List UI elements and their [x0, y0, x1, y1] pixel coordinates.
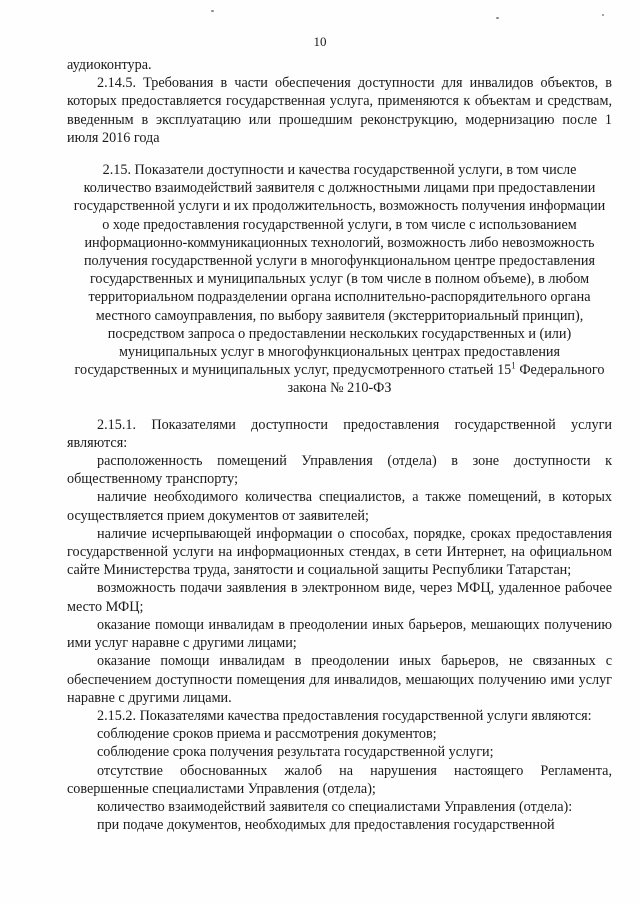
paragraph: возможность подачи заявления в электронном виде, через МФЦ, удаленное рабочее место МФЦ; [67, 580, 612, 615]
section-heading-tail: Федерального закона № 210-ФЗ [287, 362, 605, 397]
paragraph: 2.14.5. Требования в части обеспечения доступности для инвалидов объектов, в которых предоставляется государственная услуга, применяются к объектам и средствам, введенным в эксплуатацию или прошедшим реконструкцию, модернизацию после 1 июля 2016 года [67, 75, 612, 146]
paragraph: наличие необходимого количества специалистов, а также помещений, в которых осуществляется прием документов от заявителей; [67, 489, 612, 524]
scan-speck [496, 17, 499, 19]
section-heading [67, 161, 612, 398]
paragraph: соблюдение срока получения результата государственной услуги; [97, 744, 494, 761]
paragraph: наличие исчерпывающей информации о способах, порядке, сроках предоставления государственной услуги на информационных стендах, в сети Интернет, на официальном сайте Министерства труда, занятости и социальной защиты Республики Татарстан; [67, 525, 612, 579]
paragraph: 2.15.2. Показателями качества предоставления государственной услуги являются: [97, 707, 592, 724]
paragraph: при подаче документов, необходимых для предоставления государственной [97, 817, 555, 834]
document-body [67, 56, 612, 834]
paragraph: 2.15.1. Показателями доступности предоставления государственной услуги являются: [67, 416, 612, 451]
paragraph: оказание помощи инвалидам в преодолении иных барьеров, мешающих получению ими услуг наравне с другими лицами; [67, 616, 612, 652]
section-heading-text: 2.15. Показатели доступности и качества государственной услуги, в том числе количество взаимодействий заявителя с должностными лицами при предоставлении государственной услуги и их продолжительность, возможность получения информации о ходе предоставления государственной услуги, в том числе с использованием информационно-коммуникационных технологий, возможность либо невозможность получения государственной услуги в многофункциональном центре предоставления государственных и муниципальных услуг (в том числе в полном объеме), в любом территориальном подразделении органа исполнительно-распорядительного органа местного самоуправления, по выбору заявителя (экстерриториальный принцип), посредством запроса о предоставлении нескольких государственных и (или) муниципальных услуг в многофункциональных центрах предоставления государственных и муниципальных услуг, предусмотренного статьей 15 [73, 162, 606, 379]
paragraph: расположенность помещений Управления (отдела) в зоне доступности к общественному транспорту; [67, 453, 612, 488]
page-number: 10 [313, 34, 327, 49]
paragraph: отсутствие обоснованных жалоб на нарушения настоящего Регламента, совершенные специалистами Управления (отдела); [67, 762, 612, 797]
superscript: 1 [511, 360, 516, 371]
scan-speck [211, 10, 214, 12]
paragraph: аудиоконтура. [67, 57, 152, 73]
paragraph: оказание помощи инвалидам в преодолении иных барьеров, не связанных с обеспечением доступности помещения для инвалидов, мешающих получению ими услуг наравне с другими лицами. [67, 653, 612, 706]
paragraph: соблюдение сроков приема и рассмотрения документов; [97, 726, 437, 743]
paragraph: количество взаимодействий заявителя со специалистами Управления (отдела): [97, 798, 573, 815]
scan-speck [602, 14, 604, 16]
